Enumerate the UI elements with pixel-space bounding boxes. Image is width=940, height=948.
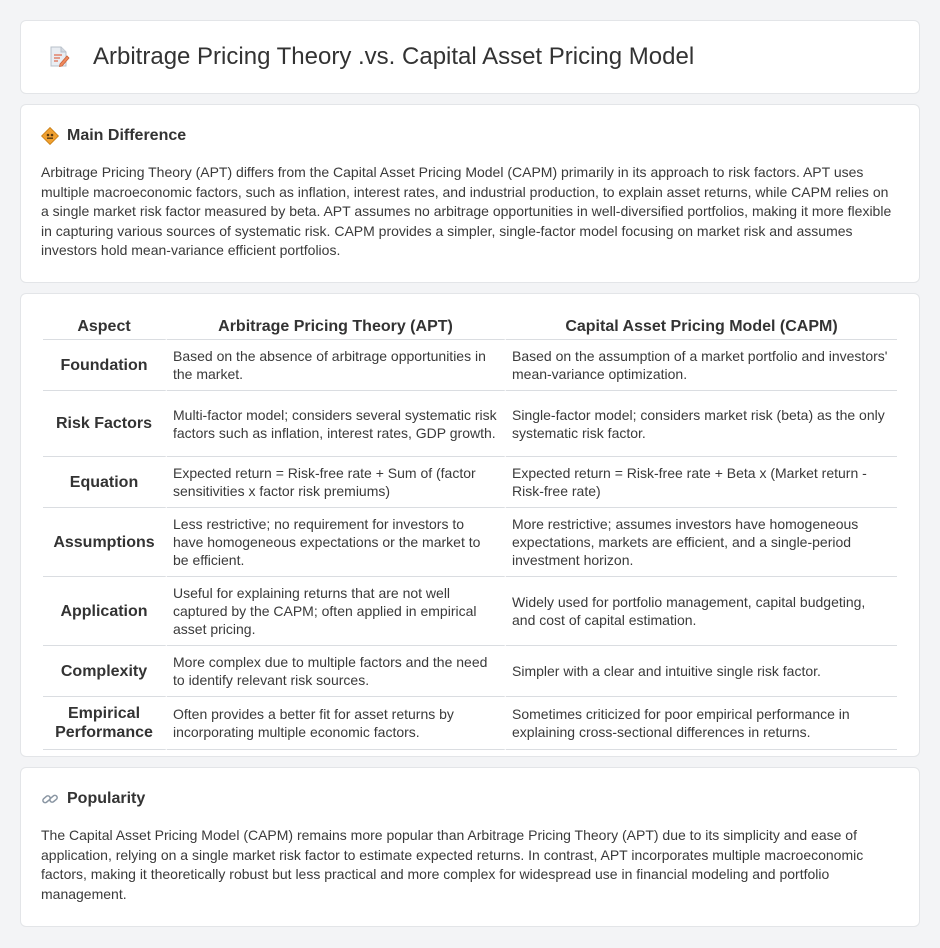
row-aspect: Foundation [43,340,167,391]
popularity-text: The Capital Asset Pricing Model (CAPM) remains more popular than Arbitrage Pricing Theory (APT) due to its simplicity and ease of application, relying on a single market risk factor to estimate expected returns. In contrast, APT incorporates multiple macroeconomic factors, making it theoretically robust but less practical and more complex for widespread use in financial modeling and portfolio management. [41,827,864,902]
row-capm: Simpler with a clear and intuitive single risk factor. [506,646,897,697]
page-title: Arbitrage Pricing Theory .vs. Capital Asset Pricing Model [93,43,695,70]
table-row [43,697,897,750]
main-difference-title: Main Difference [67,127,187,144]
row-apt: Less restrictive; no requirement for investors to have homogeneous expectations or the market to be efficient. [167,508,506,577]
row-apt: Based on the absence of arbitrage opportunities in the market. [167,340,506,391]
row-aspect: Empirical Performance [43,697,167,750]
row-apt: Multi-factor model; considers several systematic risk factors such as inflation, interest rates, GDP growth. [167,391,506,457]
table-row [43,391,897,457]
table-row [43,508,897,577]
table-row [43,577,897,646]
row-capm: Expected return = Risk-free rate + Beta x (Market return - Risk-free rate) [506,457,897,508]
main-difference-heading [41,127,899,145]
row-capm: Based on the assumption of a market portfolio and investors' mean-variance optimization. [506,340,897,391]
link-icon [41,790,59,808]
row-capm: More restrictive; assumes investors have homogeneous expectations, markets are efficient, and a single-period investment horizon. [506,508,897,577]
table-row [43,646,897,697]
row-apt: Expected return = Risk-free rate + Sum of (factor sensitivities x factor risk premiums) [167,457,506,508]
document-edit-icon [47,45,71,69]
diamond-sign-icon [41,127,59,145]
header-aspect: Aspect [43,314,167,340]
row-apt: More complex due to multiple factors and the need to identify relevant risk sources. [167,646,506,697]
comparison-card [20,293,920,757]
table-row [43,457,897,508]
row-aspect: Application [43,577,167,646]
popularity-card [20,767,920,927]
row-capm: Widely used for portfolio management, capital budgeting, and cost of capital estimation. [506,577,897,646]
row-capm: Sometimes criticized for poor empirical performance in explaining cross-sectional differences in returns. [506,697,897,750]
table-row [43,340,897,391]
row-aspect: Assumptions [43,508,167,577]
main-difference-card [20,104,920,283]
header-card [20,20,920,94]
row-apt: Often provides a better fit for asset returns by incorporating multiple economic factors. [167,697,506,750]
row-capm: Single-factor model; considers market risk (beta) as the only systematic risk factor. [506,391,897,457]
row-aspect: Risk Factors [43,391,167,457]
table-header-row [43,314,897,340]
row-aspect: Complexity [43,646,167,697]
comparison-table [43,314,897,750]
popularity-heading [41,790,899,808]
header-capm: Capital Asset Pricing Model (CAPM) [506,314,897,340]
row-apt: Useful for explaining returns that are not well captured by the CAPM; often applied in empirical asset pricing. [167,577,506,646]
header-apt: Arbitrage Pricing Theory (APT) [167,314,506,340]
main-difference-text: Arbitrage Pricing Theory (APT) differs from the Capital Asset Pricing Model (CAPM) primarily in its approach to risk factors. APT uses multiple macroeconomic factors, such as inflation, interest rates, and industrial production, to explain asset returns, while CAPM relies on a single market risk factor measured by beta. APT assumes no arbitrage opportunities in well-diversified portfolios, making it more flexible in capturing various sources of systematic risk. CAPM provides a simpler, single-factor model focusing on market risk and assumes investors hold mean-variance efficient portfolios. [41,164,892,259]
popularity-title: Popularity [67,790,146,807]
row-aspect: Equation [43,457,167,508]
